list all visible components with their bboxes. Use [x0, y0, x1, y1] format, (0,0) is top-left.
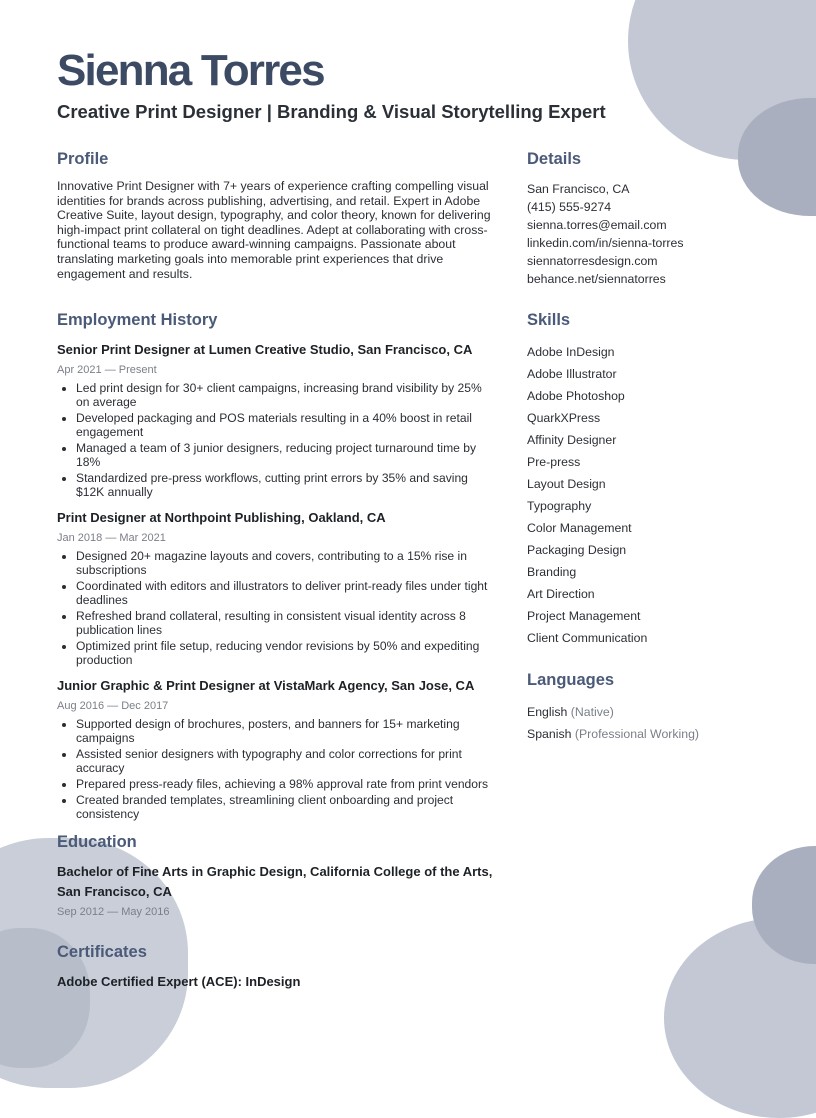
candidate-name: Sienna Torres: [57, 46, 324, 95]
language-name: Spanish: [527, 727, 572, 741]
education-dates: Sep 2012 — May 2016: [57, 906, 170, 919]
skill-item: Art Direction: [527, 587, 595, 601]
language-item: [527, 723, 777, 745]
certificate-item: Adobe Certified Expert (ACE): InDesign: [57, 974, 301, 990]
job-entry: [57, 508, 493, 667]
skill-item: Typography: [527, 499, 592, 513]
education-heading: Education: [57, 833, 137, 852]
skill-item: Affinity Designer: [527, 433, 617, 447]
job-dates: Apr 2021 — Present: [57, 364, 157, 377]
job-title: Print Designer at Northpoint Publishing, Oakland, CA: [57, 510, 386, 526]
job-bullet: • Designed 20+ magazine layouts and covers, contributing to a 15% rise in subscriptions: [76, 549, 493, 577]
job-bullet: • Assisted senior designers with typography and color corrections for print accuracy: [76, 747, 493, 775]
job-bullet: • Refreshed brand collateral, resulting in consistent visual identity across 8 publication lines: [76, 609, 493, 637]
job-bullet: • Optimized print file setup, reducing vendor revisions by 50% and expediting production: [76, 639, 493, 667]
detail-location: San Francisco, CA: [527, 182, 630, 196]
skill-item: Adobe Illustrator: [527, 367, 617, 381]
certificates-section: [57, 941, 493, 992]
language-level: (Native): [570, 705, 614, 719]
detail-website: siennatorresdesign.com: [527, 254, 658, 268]
skill-item: Layout Design: [527, 477, 606, 491]
job-bullet: • Managed a team of 3 junior designers, reducing project turnaround time by 18%: [76, 441, 493, 469]
skill-item: Branding: [527, 565, 577, 579]
job-bullet: • Coordinated with editors and illustrators to deliver print-ready files under tight deadlines: [76, 579, 493, 607]
employment-heading: Employment History: [57, 311, 218, 330]
skill-item: Project Management: [527, 609, 641, 623]
job-bullet: • Standardized pre-press workflows, cutting print errors by 35% and saving $12K annually: [76, 471, 493, 499]
languages-heading: Languages: [527, 671, 615, 689]
language-name: English: [527, 705, 568, 719]
language-item: [527, 701, 777, 723]
job-dates: Aug 2016 — Dec 2017: [57, 700, 169, 713]
skills-list: [527, 341, 777, 649]
job-bullet: • Prepared press-ready files, achieving a 98% approval rate from print vendors: [76, 777, 493, 791]
profile-summary: Innovative Print Designer with 7+ years of experience crafting compelling visual identities for brands across publishing, advertising, and retail. Expert in Adobe Creative Suite, layout design, typography, and color theory, known for delivering high-impact print collateral on tight deadlines. Adept at collaborating with cross-functional teams to produce award-winning campaigns. Passionate about translating marketing goals into memorable print experiences that drive engagement and results.: [57, 179, 491, 281]
skill-item: Packaging Design: [527, 543, 627, 557]
detail-linkedin: linkedin.com/in/sienna-torres: [527, 236, 684, 250]
candidate-headline: Creative Print Designer | Branding & Visual Storytelling Expert: [57, 101, 606, 122]
job-entry: [57, 676, 493, 821]
detail-phone: (415) 555-9274: [527, 200, 612, 214]
main-column: [57, 148, 493, 992]
skill-item: Color Management: [527, 521, 632, 535]
skill-item: Client Communication: [527, 631, 648, 645]
certificates-heading: Certificates: [57, 943, 147, 962]
education-degree: Bachelor of Fine Arts in Graphic Design, California College of the Arts, San Francisco, CA: [57, 864, 493, 900]
job-entry: [57, 340, 493, 499]
profile-section: [57, 148, 493, 281]
job-title: Junior Graphic & Print Designer at VistaMark Agency, San Jose, CA: [57, 678, 475, 694]
languages-list: [527, 701, 777, 745]
sidebar-column: [527, 148, 777, 745]
details-section: [527, 148, 777, 288]
detail-behance: behance.net/siennatorres: [527, 272, 666, 286]
job-title: Senior Print Designer at Lumen Creative Studio, San Francisco, CA: [57, 342, 473, 358]
skill-item: Adobe Photoshop: [527, 389, 625, 403]
employment-section: [57, 309, 493, 821]
education-section: [57, 831, 493, 919]
skill-item: Adobe InDesign: [527, 345, 615, 359]
job-bullet: • Developed packaging and POS materials resulting in a 40% boost in retail engagement: [76, 411, 493, 439]
job-bullet: • Created branded templates, streamlining client onboarding and project consistency: [76, 793, 493, 821]
profile-heading: Profile: [57, 150, 109, 168]
job-bullets: [57, 381, 493, 499]
skills-section: [527, 309, 777, 649]
job-bullets: [57, 549, 493, 667]
job-dates: Jan 2018 — Mar 2021: [57, 532, 166, 545]
details-heading: Details: [527, 150, 582, 168]
detail-email: sienna.torres@email.com: [527, 218, 667, 232]
details-list: [527, 180, 777, 288]
skills-heading: Skills: [527, 311, 571, 329]
skill-item: Pre-press: [527, 455, 581, 469]
skill-item: QuarkXPress: [527, 411, 601, 425]
job-bullets: [57, 717, 493, 821]
job-bullet: • Supported design of brochures, posters, and banners for 15+ marketing campaigns: [76, 717, 493, 745]
job-bullet: • Led print design for 30+ client campaigns, increasing brand visibility by 25% on average: [76, 381, 493, 409]
languages-section: [527, 669, 777, 745]
language-level: (Professional Working): [574, 727, 700, 741]
